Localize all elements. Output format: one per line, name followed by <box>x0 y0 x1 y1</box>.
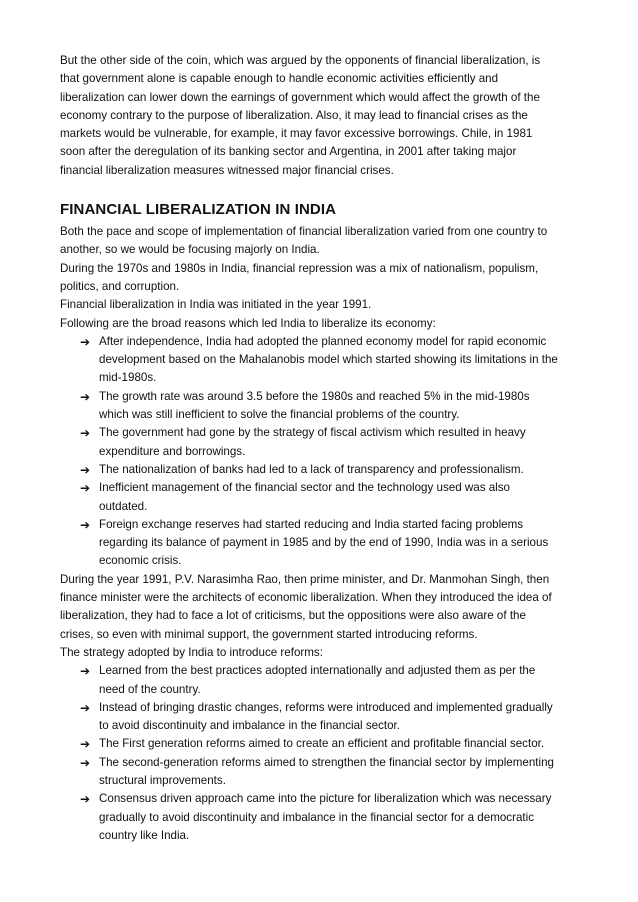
arrow-bullet-icon: ➔ <box>80 737 91 752</box>
paragraph-reasons-intro: Following are the broad reasons which led India to liberalize its economy: <box>60 316 436 330</box>
list-item-text: The government had gone by the strategy of fiscal activism which resulted in heavy expenditure and borrowings. <box>99 426 526 458</box>
list-item-text: Learned from the best practices adopted internationally and adjusted them as per the need of the country. <box>99 664 536 696</box>
arrow-bullet-icon: ➔ <box>80 755 91 770</box>
list-item <box>80 479 560 516</box>
arrow-bullet-icon: ➔ <box>80 481 91 496</box>
list-item-text: Inefficient management of the financial sector and the technology used was also outdated. <box>99 481 510 513</box>
arrow-bullet-icon: ➔ <box>80 517 91 532</box>
list-item-text: Consensus driven approach came into the picture for liberalization which was necessary gradually to avoid discontinuity and imbalance in the financial sector for a democratic country like India. <box>99 792 552 842</box>
list-item-text: The First generation reforms aimed to create an efficient and profitable financial sector. <box>99 737 545 751</box>
list-item-text: Instead of bringing drastic changes, reforms were introduced and implemented gradually to avoid discontinuity and imbalance in the financial sector. <box>99 700 553 733</box>
list-item <box>80 699 560 736</box>
paragraph-initiated: Financial liberalization in India was initiated in the year 1991. <box>60 298 372 312</box>
paragraph-scope: Both the pace and scope of implementation of financial liberalization varied from one country to another, so we would be focusing majorly on India. <box>60 225 548 257</box>
list-item-text: The second-generation reforms aimed to strengthen the financial sector by implementing structural improvements. <box>99 755 554 787</box>
list-item <box>80 388 560 425</box>
section-heading: FINANCIAL LIBERALIZATION IN INDIA <box>60 201 337 219</box>
strategies-list <box>60 662 560 845</box>
list-item <box>80 735 560 753</box>
arrow-bullet-icon: ➔ <box>80 334 91 349</box>
paragraph-strategy-intro: The strategy adopted by India to introduce reforms: <box>60 645 323 659</box>
list-item-text: Foreign exchange reserves had started reducing and India started facing problems regarding its balance of payment in 1985 and by the end of 1990, India was in a serious economic crisis. <box>99 517 549 568</box>
list-item-text: The growth rate was around 3.5 before the 1980s and reached 5% in the mid-1980s which was still inefficient to solve the financial problems of the country. <box>99 389 530 422</box>
arrow-bullet-icon: ➔ <box>80 462 91 477</box>
list-item <box>80 790 560 845</box>
paragraph-1991: During the year 1991, P.V. Narasimha Rao, then prime minister, and Dr. Manmohan Singh, then finance minister were the architects of economic liberalization. When they introduced the idea of liberalization, they had to face a lot of criticisms, but the oppositions were also aware of the crises, so even with minimal support, the government started introducing reforms. <box>60 572 552 641</box>
arrow-bullet-icon: ➔ <box>80 389 91 404</box>
list-item-text: After independence, India had adopted the planned economy model for rapid economic development based on the Mahalanobis model which started showing its limitations in the mid-1980s. <box>99 334 558 385</box>
arrow-bullet-icon: ➔ <box>80 700 91 715</box>
list-item <box>80 424 560 461</box>
list-item <box>80 754 560 791</box>
arrow-bullet-icon: ➔ <box>80 792 91 807</box>
reasons-list <box>60 333 560 571</box>
arrow-bullet-icon: ➔ <box>80 664 91 679</box>
list-item-text: The nationalization of banks had led to a lack of transparency and professionalism. <box>99 462 524 476</box>
list-item <box>80 461 560 479</box>
arrow-bullet-icon: ➔ <box>80 426 91 441</box>
list-item <box>80 333 560 388</box>
intro-paragraph: But the other side of the coin, which was argued by the opponents of financial liberalization, is that government alone is capable enough to handle economic activities efficiently and liberalization can lower down the earnings of government which would affect the growth of the economy contrary to the purpose of liberalization. Also, it may lead to financial crises as the markets would be vulnerable, for example, it may favor excessive borrowings. Chile, in 1981 soon after the deregulation of its banking sector and Argentina, in 2001 after taking major financial liberalization measures witnessed major financial crises. <box>60 54 541 177</box>
list-item <box>80 662 560 699</box>
list-item <box>80 516 560 571</box>
paragraph-repression: During the 1970s and 1980s in India, financial repression was a mix of nationalism, populism, politics, and corruption. <box>60 261 539 293</box>
